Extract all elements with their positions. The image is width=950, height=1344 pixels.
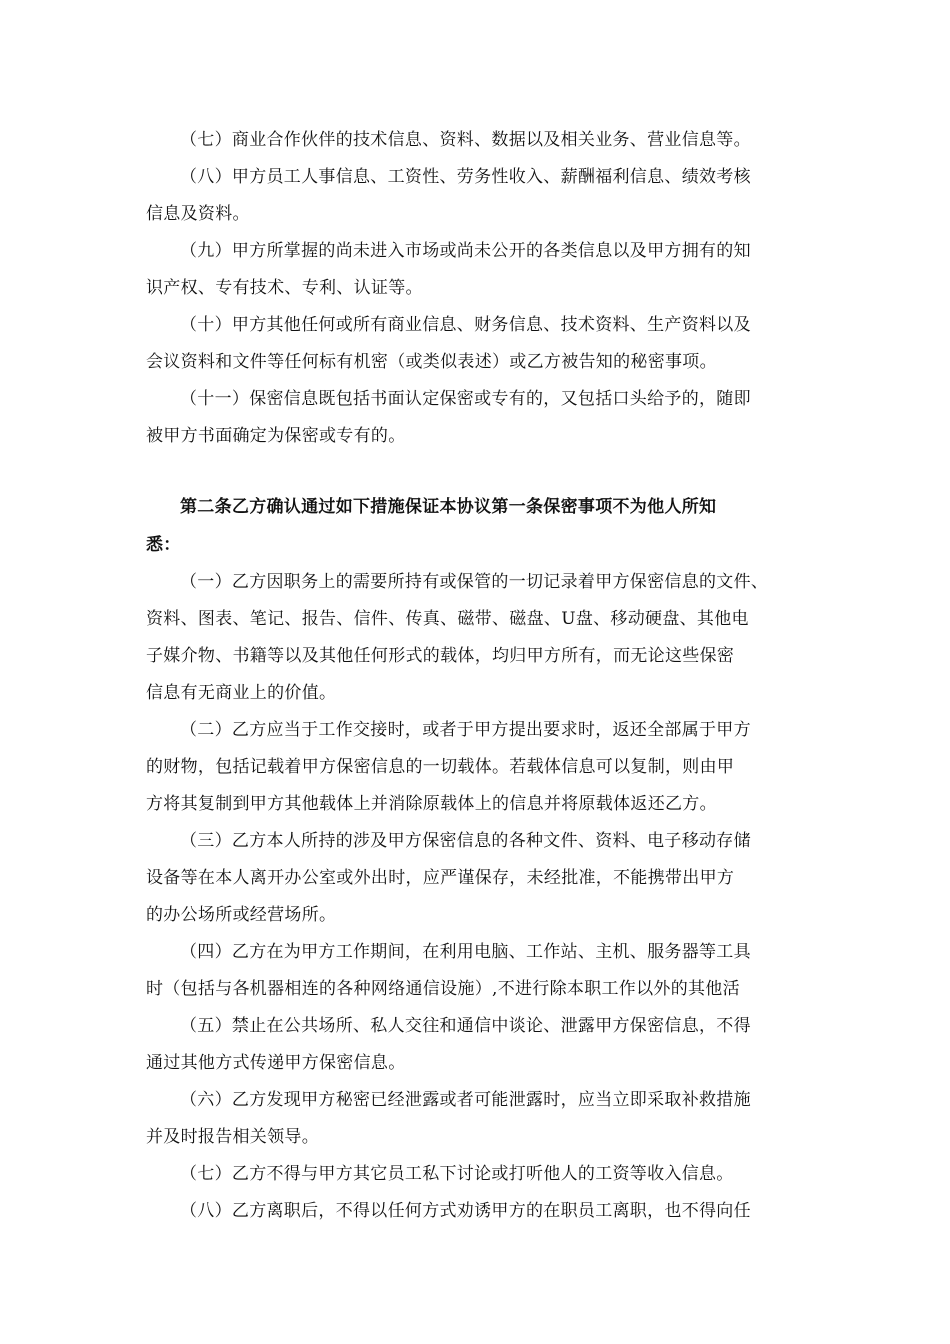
text-line: （十一）保密信息既包括书面认定保密或专有的，又包括口头给予的，随即: [180, 389, 751, 409]
document-page: [146, 122, 806, 1230]
clause-8: [146, 159, 806, 233]
clause-11: [146, 381, 806, 455]
text-line: （三）乙方本人所持的涉及甲方保密信息的各种文件、资料、电子移动存储: [180, 831, 751, 851]
heading-line: 悉：: [146, 535, 181, 555]
measure-4: [146, 934, 806, 1008]
text-line: （二）乙方应当于工作交接时，或者于甲方提出要求时，返还全部属于甲方: [180, 720, 751, 740]
text-line: 信息有无商业上的价值。: [146, 683, 337, 703]
measure-7: [146, 1156, 806, 1193]
text-line: 识产权、专有技术、专利、认证等。: [146, 278, 423, 298]
text-line: （九）甲方所掌握的尚未进入市场或尚未公开的各类信息以及甲方拥有的知: [180, 241, 751, 261]
text-line: 设备等在本人离开办公室或外出时，应严谨保存，未经批准，不能携带出甲方: [146, 868, 735, 888]
text-line: 并及时报告相关领导。: [146, 1127, 319, 1147]
text-line: 的办公场所或经营场所。: [146, 905, 337, 925]
clause-9: [146, 233, 806, 307]
clause-7: [146, 122, 806, 159]
text-line: （七）商业合作伙伴的技术信息、资料、数据以及相关业务、营业信息等。: [180, 130, 751, 150]
text-line: 方将其复制到甲方其他载体上并消除原载体上的信息并将原载体返还乙方。: [146, 794, 717, 814]
text-line: 时（包括与各机器相连的各种网络通信设施）,不进行除本职工作以外的其他活: [146, 979, 740, 999]
text-line: （六）乙方发现甲方秘密已经泄露或者可能泄露时，应当立即采取补救措施: [180, 1090, 751, 1110]
text-line: （七）乙方不得与甲方其它员工私下讨论或打听他人的工资等收入信息。: [180, 1164, 734, 1184]
clause-10: [146, 307, 806, 381]
text-line: 会议资料和文件等任何标有机密（或类似表述）或乙方被告知的秘密事项。: [146, 352, 717, 372]
article-2-heading: [146, 488, 806, 564]
text-line: （八）甲方员工人事信息、工资性、劳务性收入、薪酬福利信息、绩效考核: [180, 167, 751, 187]
section1-list: [146, 122, 806, 455]
measure-1: [146, 564, 806, 712]
text-line: （四）乙方在为甲方工作期间，在利用电脑、工作站、主机、服务器等工具: [180, 942, 751, 962]
text-line: 通过其他方式传递甲方保密信息。: [146, 1053, 406, 1073]
section2-list: [146, 564, 806, 1230]
heading-line: 第二条乙方确认通过如下措施保证本协议第一条保密事项不为他人所知: [180, 497, 717, 517]
measure-2: [146, 712, 806, 823]
measure-6: [146, 1082, 806, 1156]
measure-3: [146, 823, 806, 934]
text-line: （五）禁止在公共场所、私人交往和通信中谈论、泄露甲方保密信息，不得: [180, 1016, 751, 1036]
text-line: （十）甲方其他任何或所有商业信息、财务信息、技术资料、生产资料以及: [180, 315, 751, 335]
text-line: 被甲方书面确定为保密或专有的。: [146, 426, 406, 446]
text-line: 资料、图表、笔记、报告、信件、传真、磁带、磁盘、U盘、移动硬盘、其他电: [146, 609, 749, 629]
text-line: 的财物，包括记载着甲方保密信息的一切载体。若载体信息可以复制，则由甲: [146, 757, 735, 777]
text-line: 信息及资料。: [146, 204, 250, 224]
measure-8: [146, 1193, 806, 1230]
text-line: （八）乙方离职后，不得以任何方式劝诱甲方的在职员工离职，也不得向任: [180, 1201, 751, 1221]
text-line: 子媒介物、书籍等以及其他任何形式的载体，均归甲方所有，而无论这些保密: [146, 646, 735, 666]
text-line: （一）乙方因职务上的需要所持有或保管的一切记录着甲方保密信息的文件、: [180, 572, 769, 592]
measure-5: [146, 1008, 806, 1082]
